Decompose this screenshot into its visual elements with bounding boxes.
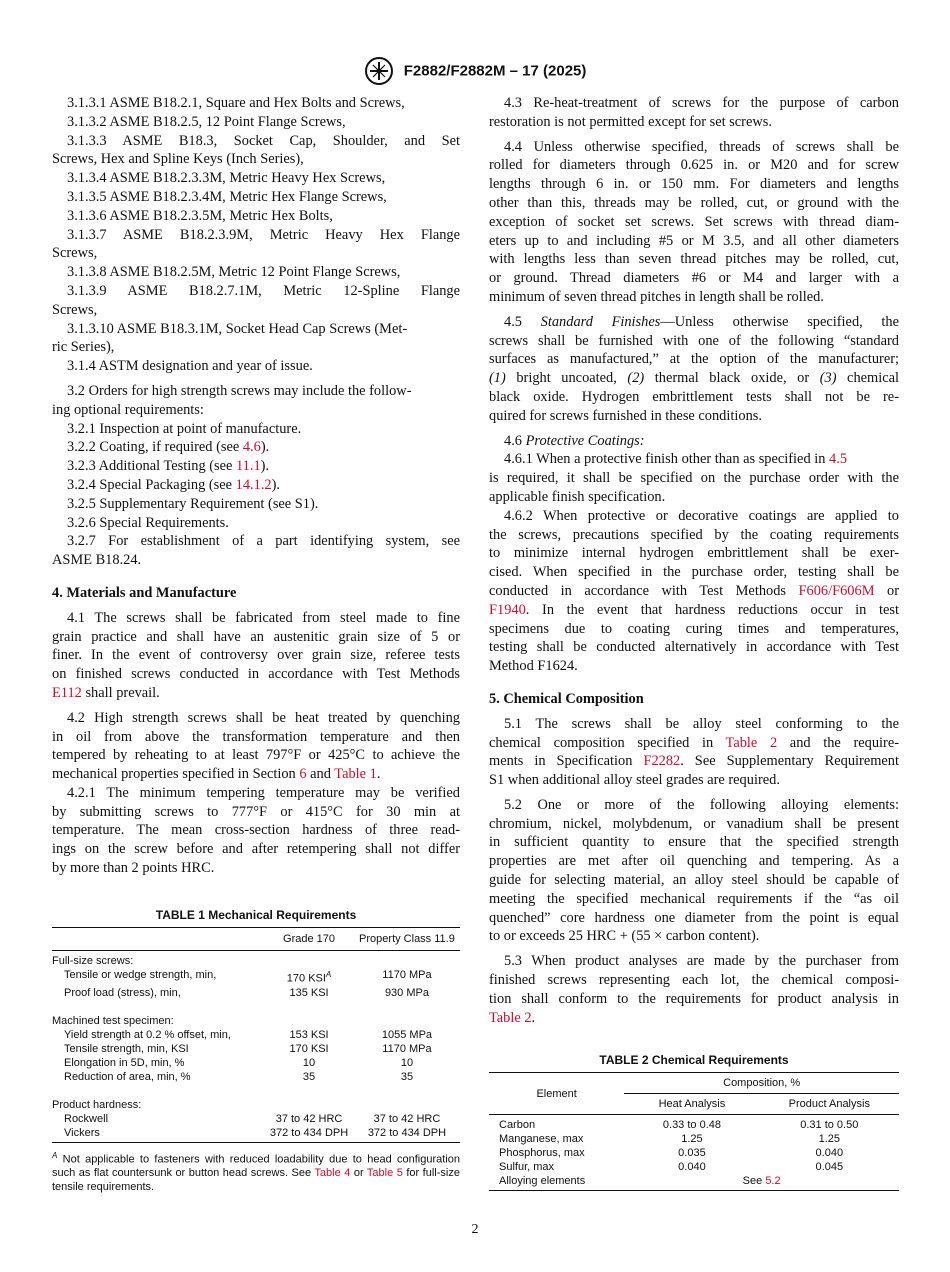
- para-4-3: 4.3 Re-heat-treatment of screws for the purpose of carbon: [504, 95, 899, 111]
- table-cell: 1.25: [681, 1133, 703, 1146]
- table-cell: 0.33 to 0.48: [662, 1119, 721, 1132]
- para-4-1: 4.1 The screws shall be fabricated from steel made to fine: [67, 609, 460, 626]
- table-group-label: Full-size screws:: [52, 954, 134, 967]
- para-3-2-3: [52, 457, 460, 476]
- table-1-caption: TABLE 1 Mechanical Requirements: [155, 907, 357, 922]
- table-group-label: Machined test specimen:: [52, 1014, 174, 1027]
- para-3-2-4: [52, 476, 460, 495]
- text-line: or ground. Thread diameters #6 or M4 and larger with a: [489, 270, 899, 287]
- para-3-1-3-3: 3.1.3.3 ASME B18.3, Socket Cap, Shoulder, and Set: [67, 132, 460, 149]
- text: for full-size tensile requirements.: [52, 1167, 460, 1194]
- table-row: [52, 1028, 460, 1042]
- text-line: the screws, precautions specified by the coating requirements: [489, 526, 899, 543]
- table-row: [489, 1174, 899, 1191]
- text-line: to or exceeds 25 HRC + (55 × carbon content).: [489, 928, 760, 945]
- para-4-2-1: 4.2.1 The minimum tempering temperature may be verified: [67, 784, 460, 801]
- para-3-2-5: 3.2.5 Supplementary Requirement (see S1).: [67, 495, 319, 512]
- text-line: [489, 369, 899, 388]
- text-line: finished screws representing each lot, the chemical composi-: [489, 972, 899, 989]
- text-line: [52, 684, 460, 703]
- text-line: finer. In the event of controversy over grain size, referee tests: [52, 647, 460, 664]
- link-4-6[interactable]: 4.6: [242, 439, 261, 456]
- text: chemical composition specified in: [489, 734, 726, 751]
- text-line: tempered by reheating to at least 797°F or 425°C to achieve the: [52, 747, 460, 764]
- text: or: [874, 582, 899, 599]
- text: .: [376, 766, 381, 783]
- text-line: lengths through 6 in. or 150 mm. For diameters and lengths: [489, 176, 899, 193]
- text-line: screws shall be furnished with one of the following “standard: [489, 332, 899, 349]
- text-line: with lengths less than seven thread pitches may be rolled, cut,: [489, 251, 899, 268]
- table-row: [489, 1132, 899, 1146]
- text: ).: [260, 439, 270, 456]
- table-cell: Carbon: [499, 1119, 536, 1132]
- text-line: [489, 752, 899, 771]
- table-cell: 930 MPa: [384, 986, 429, 999]
- para-3-1-3-10: 3.1.3.10 ASME B18.3.1M, Socket Head Cap Screws (Met-: [67, 320, 408, 337]
- table-cell: Manganese, max: [499, 1133, 584, 1146]
- text: mechanical properties specified in Section: [52, 766, 300, 783]
- table-cell: 170 KSI: [289, 1042, 329, 1055]
- left-column: [52, 94, 460, 1194]
- text: conducted in accordance with Test Methods: [489, 582, 799, 599]
- text-line: quired for screws furnished in these conditions.: [489, 407, 762, 424]
- para-3-2: 3.2 Orders for high strength screws may include the follow-: [67, 382, 412, 399]
- link-f1940[interactable]: F1940: [489, 601, 526, 618]
- text-line: surfaces as manufactured,” at the option of the manufacturer;: [489, 351, 899, 368]
- text-line: applicable finish specification.: [489, 488, 666, 505]
- table-cell: Tensile strength, min, KSI: [64, 1042, 189, 1055]
- table-header-cell: Product Analysis: [760, 1094, 899, 1115]
- link-14-1-2[interactable]: 14.1.2: [235, 476, 272, 493]
- text: See: [742, 1175, 766, 1188]
- link-f606[interactable]: F606/F606M: [798, 582, 875, 599]
- table-cell: 35: [302, 1070, 316, 1083]
- table-1: [52, 908, 460, 1194]
- table-cell: [264, 968, 354, 986]
- text-line: Screws, Hex and Spline Keys (Inch Series),: [52, 151, 304, 168]
- text: thermal black oxide, or: [644, 370, 820, 387]
- para-3-1-3-2: 3.1.3.2 ASME B18.2.5, 12 Point Flange Screws,: [67, 113, 346, 130]
- para-4-4: 4.4 Unless otherwise specified, threads of screws shall be: [504, 138, 899, 155]
- text-line: other than this, threads may be rolled, cut, or ground with the: [489, 194, 899, 211]
- table-cell: 0.035: [678, 1147, 706, 1160]
- text: .: [531, 1009, 536, 1026]
- text: 170 KSI: [286, 972, 326, 985]
- text: shall prevail.: [81, 684, 160, 701]
- text-line: [489, 601, 899, 620]
- table-cell: 372 to 434 DPH: [264, 1126, 354, 1143]
- table-cell: 372 to 434 DPH: [354, 1126, 460, 1143]
- table-cell: Elongation in 5D, min, %: [64, 1056, 185, 1069]
- para-4-6-2: 4.6.2 When protective or decorative coatings are applied to: [504, 507, 899, 524]
- table-cell: Tensile or wedge strength, min,: [64, 968, 217, 981]
- text: 3.2.4 Special Packaging (see: [67, 476, 236, 493]
- table-2: [489, 1053, 899, 1191]
- text: 4.5: [504, 313, 541, 330]
- table-header-cell: Composition, %: [624, 1073, 899, 1094]
- table-cell: 1055 MPa: [381, 1028, 433, 1041]
- table-cell: 0.040: [815, 1147, 844, 1160]
- link-table-2[interactable]: Table 2: [489, 1009, 532, 1026]
- table-cell: Phosphorus, max: [499, 1147, 585, 1160]
- text-line: [489, 734, 899, 753]
- text: or: [350, 1167, 367, 1180]
- text-line: ric Series),: [52, 339, 115, 356]
- text-line: quenched” core hardness one diameter from the point is equal: [489, 909, 899, 926]
- text-line: rolled for diameters through 0.625 in. or M20 and for screw: [489, 157, 899, 174]
- table-1-grid: [52, 927, 460, 1143]
- text-line: black oxide. Hydrogen embrittlement tests shall not be re-: [489, 388, 899, 405]
- text-line: [52, 765, 460, 784]
- text-line: temperature. The mean cross-section hardness of three read-: [52, 822, 460, 839]
- para-3-2-6: 3.2.6 Special Requirements.: [67, 514, 229, 531]
- table-row: [52, 1112, 460, 1126]
- table-cell: 10: [400, 1056, 414, 1069]
- table-cell: 35: [400, 1070, 414, 1083]
- text-line: Screws,: [52, 301, 98, 318]
- text: ).: [260, 458, 270, 475]
- table-row: [52, 986, 460, 1000]
- text: . See Supplementary Requirement: [680, 753, 899, 770]
- section-5-heading: 5. Chemical Composition: [489, 690, 644, 707]
- text-line: is required, it shall be specified on the purchase order with the: [489, 470, 899, 487]
- footnote-mark: A: [325, 969, 332, 979]
- text-line: tion shall conform to the requirements for product analysis in: [489, 990, 899, 1007]
- document-designation: F2882/F2882M – 17 (2025): [403, 62, 587, 80]
- para-5-1: 5.1 The screws shall be alloy steel conforming to the: [504, 715, 899, 732]
- text-line: S1 when additional alloy steel grades are required.: [489, 772, 780, 789]
- para-3-1-3-8: 3.1.3.8 ASME B18.2.5M, Metric 12 Point Flange Screws,: [67, 264, 401, 281]
- link-table-5[interactable]: Table 5: [366, 1167, 403, 1180]
- text-line: eters up to and including #5 or M 3.5, and all other diameters: [489, 232, 899, 249]
- text-line: minimum of seven thread pitches in length shall be rolled.: [489, 288, 824, 305]
- table-row: [52, 968, 460, 986]
- text: (2): [627, 370, 645, 387]
- link-table-1[interactable]: Table 1: [334, 766, 377, 783]
- text: (3): [819, 370, 837, 387]
- table-row: [489, 1146, 899, 1160]
- para-3-1-3-1: 3.1.3.1 ASME B18.2.1, Square and Hex Bolts and Screws,: [67, 95, 405, 111]
- text-line: to minimize internal hydrogen embrittlement shall be exer-: [489, 545, 899, 562]
- text: Protective Coatings:: [525, 432, 645, 449]
- text-line: in oil from above the transformation temperature and then: [52, 728, 460, 745]
- table-cell: 1170 MPa: [382, 968, 432, 981]
- table-header-cell: Grade 170: [264, 927, 354, 950]
- text-line: by submitting screws to 777°F or 415°C for 30 min at: [52, 803, 460, 820]
- table-row: [52, 1042, 460, 1056]
- text: chemical: [836, 370, 899, 387]
- text: 3.2.3 Additional Testing (see: [67, 458, 236, 475]
- table-cell: 153 KSI: [289, 1028, 329, 1041]
- table-cell: Yield strength at 0.2 % offset, min,: [64, 1028, 231, 1041]
- table-row: [489, 1160, 899, 1174]
- para-5-2: 5.2 One or more of the following alloying elements:: [504, 796, 899, 813]
- table-row: [52, 1126, 460, 1143]
- text-line: properties are met after oil quenching and tempering. As a: [489, 853, 899, 870]
- table-cell: 1.25: [818, 1133, 840, 1146]
- text: ments in Specification: [489, 753, 644, 770]
- table-row: [52, 1070, 460, 1084]
- link-table-4[interactable]: Table 4: [314, 1167, 351, 1180]
- para-4-6: [489, 432, 899, 451]
- link-table-2[interactable]: Table 2: [725, 734, 778, 751]
- link-4-5[interactable]: 4.5: [829, 451, 848, 468]
- link-11-1[interactable]: 11.1: [236, 458, 261, 475]
- para-3-1-3-7: 3.1.3.7 ASME B18.2.3.9M, Metric Heavy Hex Flange: [67, 226, 460, 243]
- para-3-2-1: 3.2.1 Inspection at point of manufacture.: [67, 420, 302, 437]
- table-cell: 0.040: [678, 1161, 706, 1174]
- text: 3.2.2 Coating, if required (see: [67, 439, 243, 456]
- text-line: by more than 2 points HRC.: [52, 860, 215, 877]
- text-line: Screws,: [52, 245, 98, 262]
- astm-logo-icon: [364, 56, 394, 86]
- table-group-label: Product hardness:: [52, 1098, 142, 1111]
- table-2-caption: TABLE 2 Chemical Requirements: [599, 1053, 789, 1068]
- text-line: grain practice and shall have an austenitic grain size of 5 or: [52, 628, 460, 645]
- para-3-1-3-5: 3.1.3.5 ASME B18.2.3.4M, Metric Hex Flange Screws,: [67, 188, 387, 205]
- table-cell: Vickers: [52, 1126, 264, 1143]
- text-line: [489, 1009, 899, 1028]
- text-line: exception of socket set screws. Set screws with thread diam-: [489, 213, 899, 230]
- table-cell: 0.045: [815, 1161, 844, 1174]
- text: Standard Finishes: [540, 313, 661, 330]
- table-cell: Reduction of area, min, %: [64, 1070, 191, 1083]
- table-cell: 37 to 42 HRC: [275, 1112, 343, 1125]
- text-line: ing optional requirements:: [52, 401, 204, 418]
- text-line: ings on the screw before and after retempering shall not differ: [52, 841, 460, 858]
- para-4-2: 4.2 High strength screws shall be heat treated by quenching: [67, 709, 460, 726]
- table-header-cell: Element: [489, 1073, 624, 1115]
- table-row: [489, 1115, 899, 1133]
- text: Not applicable to fasteners with reduced loadability due to head configuration such as flat countersunk or button head screws. See: [52, 1153, 460, 1180]
- text-line: cised. When specified in the purchase order, testing shall be: [489, 564, 899, 581]
- text: ).: [271, 476, 281, 493]
- text: and the require-: [777, 734, 899, 751]
- text: 4.6.1 When a protective finish other than as specified in: [504, 451, 830, 468]
- footnote-mark: A: [52, 1150, 58, 1160]
- page-header: [0, 56, 950, 86]
- table-header-cell: Property Class 11.9: [354, 927, 460, 950]
- table-cell: Proof load (stress), min,: [64, 986, 181, 999]
- table-2-grid: [489, 1072, 899, 1191]
- para-3-1-3-9: 3.1.3.9 ASME B18.2.7.1M, Metric 12-Spline Flange: [67, 282, 460, 299]
- link-section-6[interactable]: 6: [299, 766, 307, 783]
- table-cell: Sulfur, max: [499, 1161, 555, 1174]
- link-f2282[interactable]: F2282: [643, 753, 681, 770]
- section-4-heading: 4. Materials and Manufacture: [52, 584, 237, 601]
- text: . In the event that hardness reductions occur in test: [525, 601, 899, 618]
- para-4-6-1: [489, 450, 899, 469]
- table-header-cell: [52, 927, 264, 950]
- table-cell: 135 KSI: [289, 986, 329, 999]
- table-cell: Alloying elements: [489, 1174, 624, 1191]
- text-line: ASME B18.24.: [52, 552, 142, 569]
- table-header-cell: Heat Analysis: [624, 1094, 759, 1115]
- text-line: on finished screws conducted in accordance with Test Methods: [52, 666, 460, 683]
- para-3-1-3-6: 3.1.3.6 ASME B18.2.3.5M, Metric Hex Bolts,: [67, 207, 333, 224]
- text-line: testing shall be conducted alternatively in accordance with Test: [489, 639, 899, 656]
- text-line: specimens due to coating curing times and temperatures,: [489, 620, 899, 637]
- table-cell: [624, 1174, 899, 1191]
- text-line: guide for selecting material, an alloy steel should be capable of: [489, 872, 899, 889]
- text: and: [306, 766, 335, 783]
- para-3-2-7: 3.2.7 For establishment of a part identifying system, see: [67, 533, 460, 550]
- table-row: [52, 1056, 460, 1070]
- text-line: Method F1624.: [489, 658, 578, 675]
- table-cell: 0.31 to 0.50: [800, 1119, 859, 1132]
- table-cell: 10: [302, 1056, 316, 1069]
- text: —Unless otherwise specified, the: [660, 313, 899, 330]
- para-5-3: 5.3 When product analyses are made by the purchaser from: [504, 953, 899, 970]
- link-e112[interactable]: E112: [52, 684, 82, 701]
- text-line: [489, 582, 899, 601]
- text: bright uncoated,: [505, 370, 628, 387]
- text: 4.6: [504, 432, 526, 449]
- table-1-footnote: [52, 1149, 460, 1195]
- table-cell: 1170 MPa: [382, 1042, 432, 1055]
- text-line: restoration is not permitted except for set screws.: [489, 113, 772, 130]
- table-cell: Rockwell: [64, 1112, 109, 1125]
- table-cell: 37 to 42 HRC: [373, 1112, 441, 1125]
- right-column: [489, 94, 899, 1191]
- text-line: meeting the specified mechanical requirements if the “as oil: [489, 890, 899, 907]
- text-line: in sufficient quantity to ensure that the specified strength: [489, 834, 899, 851]
- para-3-2-2: [52, 438, 460, 457]
- page-number: 2: [471, 1222, 479, 1237]
- para-4-5: [489, 313, 899, 332]
- para-3-1-4: 3.1.4 ASTM designation and year of issue.: [67, 358, 313, 375]
- text-line: chromium, nickel, molybdenum, or vanadium shall be present: [489, 815, 899, 832]
- link-5-2[interactable]: 5.2: [765, 1175, 781, 1188]
- para-3-1-3-4: 3.1.3.4 ASME B18.2.3.3M, Metric Heavy Hex Screws,: [67, 170, 386, 187]
- text: (1): [489, 370, 506, 387]
